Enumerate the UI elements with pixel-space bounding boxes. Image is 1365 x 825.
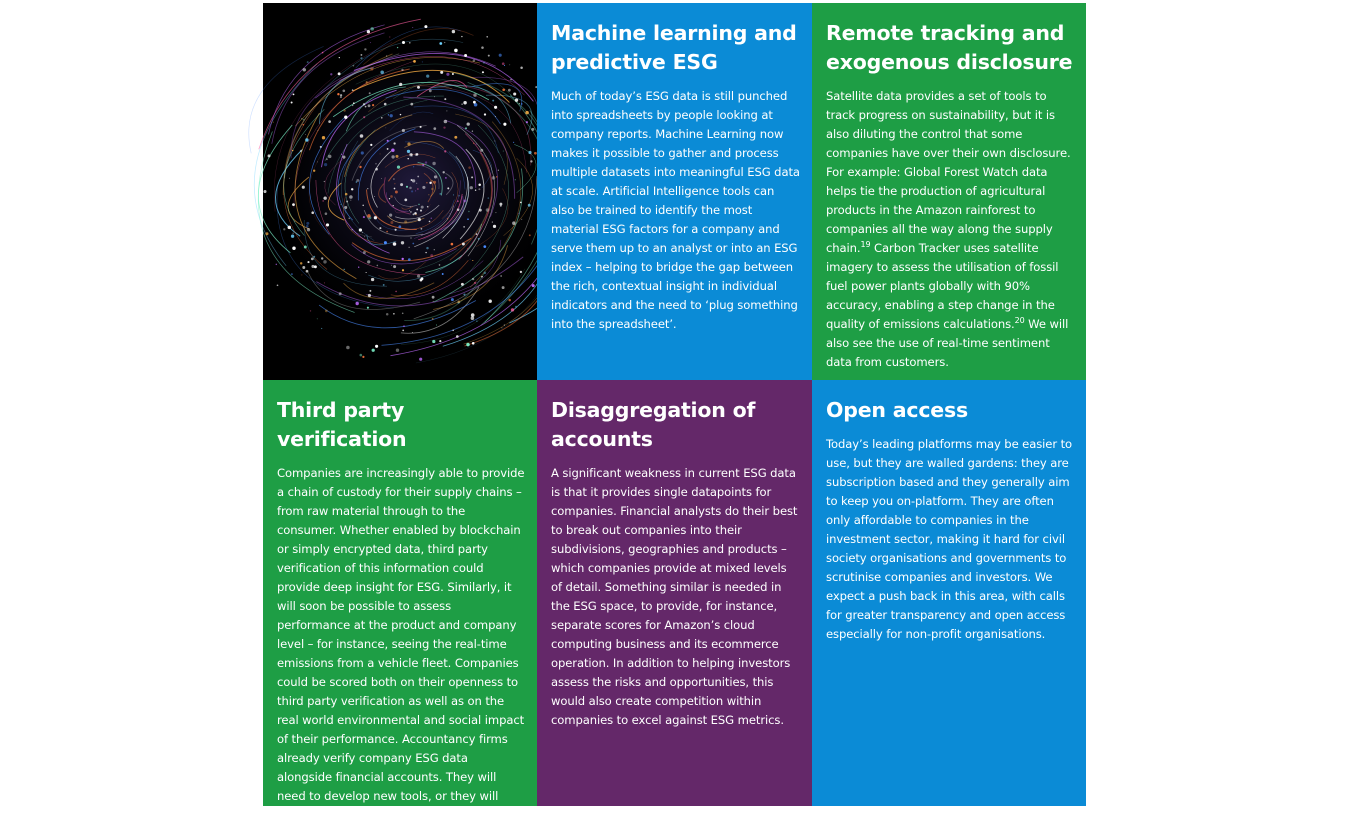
tile-body bbox=[826, 435, 1074, 644]
tile-title: Disaggregation of accounts bbox=[551, 398, 756, 451]
tile-title: Open access bbox=[826, 398, 968, 422]
tile-remote-tracking bbox=[812, 3, 1086, 380]
tile-title: Remote tracking and exogenous disclosure bbox=[826, 21, 1073, 74]
body-text: Satellite data provides a set of tools to track progress on sustainability, but it is also diluting the control that some companies have over their own disclosure. For example: Global Forest Watch data helps tie the production of agricultural products in the Amazon rainforest to companies all the way along the supply chain. bbox=[826, 89, 1071, 255]
body-text: Today’s leading platforms may be easier to use, but they are walled gardens: they are subscription based and they generally aim to keep you on-platform. They are often only affordable to companies in the investment sector, making it hard for civil society organisations and governments to scrutinise companies and investors. We expect a push back in this area, with calls for greater transparency and open access especially for non-profit organisations. bbox=[826, 437, 1073, 641]
body-text: Much of today’s ESG data is still punched into spreadsheets by people looking at company reports. Machine Learning now makes it possible to gather and process multiple datasets into meaningful ESG data at scale. Artificial Intelligence tools can also be trained to identify the most material ESG factors for a company and serve them up to an analyst or into an ESG index – helping to bridge the gap between the rich, contextual insight in individual indicators and the need to ‘plug something into the spreadsheet’. bbox=[551, 89, 800, 331]
tile-body bbox=[826, 87, 1074, 372]
body-text: Companies are increasingly able to provide a chain of custody for their supply chains – from raw material through to the consumer. Whether enabled by blockchain or simply encrypted data, third party verification of this information could provide deep insight for ESG. Similarly, it will soon be possible to assess performance at the product and company level – for instance, seeing the real-time emissions from a vehicle fleet. Companies could be scored both on their openness to third party verification as well as on the real world environmental and social impact of their performance. Accountancy firms already verify company ESG data alongside financial accounts. They will need to develop new tools, or they will face increasing competition. bbox=[277, 466, 525, 822]
body-text: Carbon Tracker uses satellite imagery to assess the utilisation of fossil fuel power plants globally with 90% accuracy, enabling a step change in the quality of emissions calculations. bbox=[826, 241, 1059, 331]
image-tile bbox=[263, 3, 537, 380]
esg-trends-grid bbox=[263, 3, 1086, 822]
body-text: A significant weakness in current ESG data is that it provides single datapoints for companies. Financial analysts do their best to break out companies into their subdivisions, geographies and products – which companies provide at mixed levels of detail. Something similar is needed in the ESG space, to provide, for instance, separate scores for Amazon’s cloud computing business and its ecommerce operation. In addition to helping investors assess the risks and opportunities, this would also create competition within companies to excel against ESG metrics. bbox=[551, 466, 798, 727]
tile-disaggregation-of-accounts bbox=[537, 380, 812, 806]
tile-machine-learning bbox=[537, 3, 812, 380]
footnote-reference: 19 bbox=[860, 240, 871, 250]
footnote-reference: 20 bbox=[1014, 316, 1025, 326]
tile-third-party-verification bbox=[263, 380, 537, 822]
tile-open-access bbox=[812, 380, 1086, 806]
tile-title: Machine learning and predictive ESG bbox=[551, 21, 797, 74]
body-text: We will also see the use of real-time sentiment data from customers. bbox=[826, 317, 1069, 369]
tile-body bbox=[551, 87, 800, 334]
tile-body bbox=[551, 464, 800, 730]
tile-body bbox=[277, 464, 525, 825]
tile-title: Third party verification bbox=[277, 398, 407, 451]
abstract-data-particles-image bbox=[263, 3, 537, 380]
